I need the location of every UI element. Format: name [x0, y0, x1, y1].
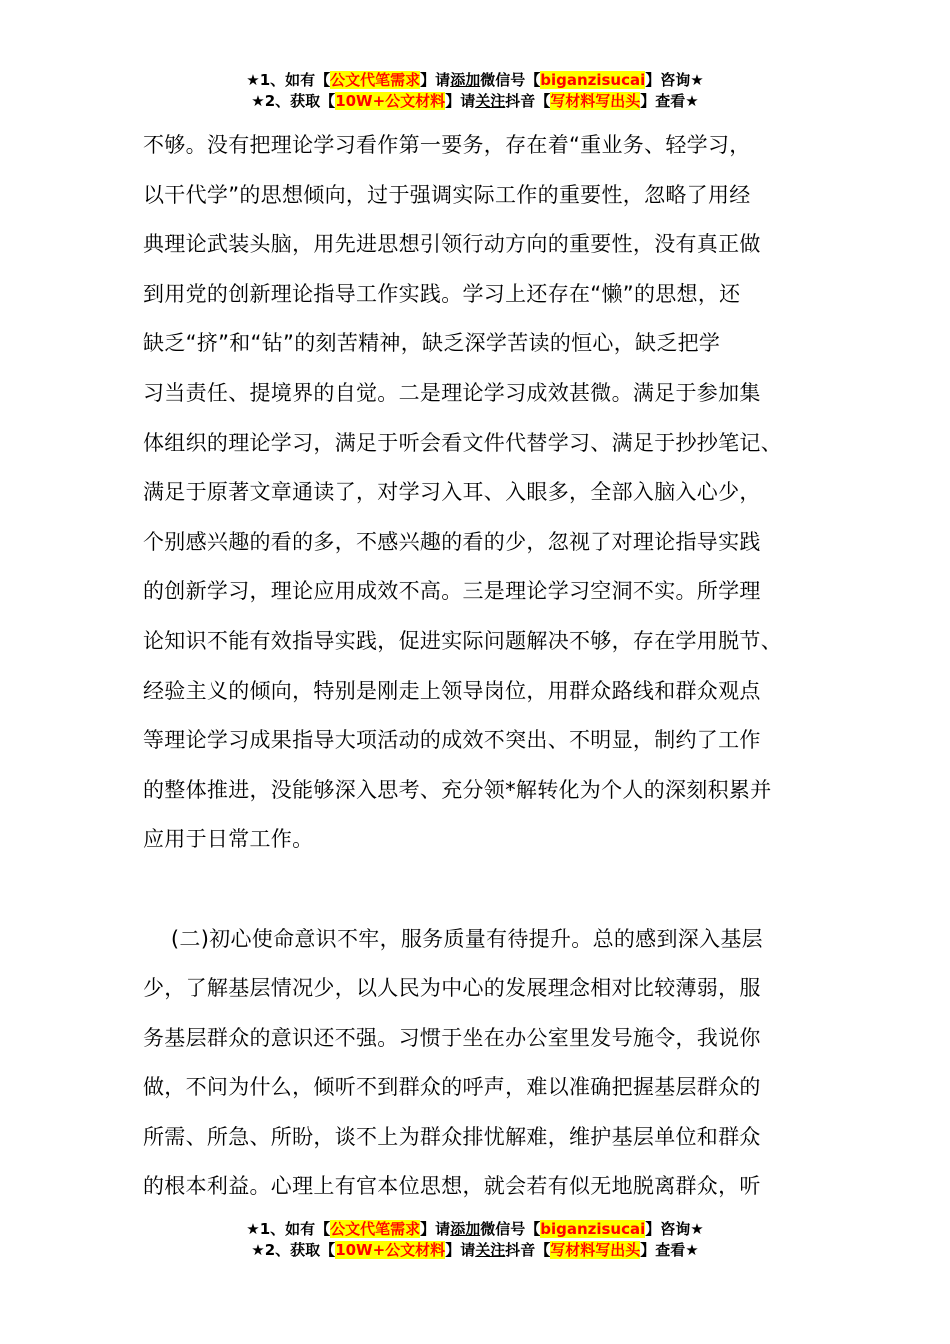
text-line: 缺乏“挤”和“钻”的刻苦精神，缺乏深学苦读的恒心，缺乏把学: [143, 331, 721, 356]
text-line: 体组织的理论学习，满足于听会看文件代替学习、满足于抄抄笔记、: [143, 430, 782, 455]
text-line: 的整体推进，没能够深入思考、充分领*解转化为个人的深刻积累并: [143, 777, 772, 802]
text-line: 不够。没有把理论学习看作第一要务，存在着“重业务、轻学习，: [143, 133, 751, 157]
douyin-account: 写材料写出头: [550, 1241, 641, 1259]
text-line: 少，了解基层情况少，以人民为中心的发展理念相对比较薄弱，服: [143, 976, 761, 1001]
promo-line-2: ★2、获取【10W+公文材料】请关注抖音【写材料写出头】查看★: [251, 92, 699, 110]
text-line: 满足于原著文章通读了，对学习入耳、入眼多，全部入脑入心少，: [143, 480, 761, 505]
text-line: 应用于日常工作。: [143, 827, 314, 852]
text-line: 所需、所急、所盼，谈不上为群众排忧解难，维护基层单位和群众: [143, 1124, 761, 1149]
promo-line-1: ★1、如有【公文代笔需求】请添加微信号【biganzisucai】咨询★: [246, 1220, 704, 1238]
text-line: 经验主义的倾向，特别是刚走上领导岗位，用群众路线和群众观点: [143, 678, 761, 703]
paragraph-1: [143, 121, 833, 865]
text-line: 等理论学习成果指导大项活动的成效不突出、不明显，制约了工作: [143, 728, 761, 753]
promo-highlight: 公文代笔需求: [330, 1220, 421, 1238]
wechat-id: biganzisucai: [540, 1220, 646, 1238]
promo-line-1: ★1、如有【公文代笔需求】请添加微信号【biganzisucai】咨询★: [246, 71, 704, 89]
top-promo-banner: [0, 70, 950, 112]
paragraph-gap: [143, 865, 833, 915]
text-line: 的创新学习，理论应用成效不高。三是理论学习空洞不实。所学理: [143, 579, 761, 604]
bottom-promo-banner: [0, 1219, 950, 1261]
paragraph-2: [143, 915, 833, 1213]
promo-highlight: 10W+公文材料: [335, 1241, 446, 1259]
text-line: 论知识不能有效指导实践，促进实际问题解决不够，存在学用脱节、: [143, 628, 782, 653]
promo-highlight: 10W+公文材料: [335, 92, 446, 110]
text-line: (二)初心使命意识不牢，服务质量有待提升。总的感到深入基层: [143, 926, 763, 951]
text-line: 个别感兴趣的看的多，不感兴趣的看的少，忽视了对理论指导实践: [143, 529, 761, 554]
text-line: 做，不问为什么，倾听不到群众的呼声，难以准确把握基层群众的: [143, 1075, 761, 1100]
text-line: 到用党的创新理论指导工作实践。学习上还存在“懒”的思想，还: [143, 281, 741, 306]
text-line: 习当责任、提境界的自觉。二是理论学习成效甚微。满足于参加集: [143, 380, 761, 405]
text-line: 务基层群众的意识还不强。习惯于坐在办公室里发号施令，我说你: [143, 1025, 761, 1050]
wechat-id: biganzisucai: [540, 71, 646, 89]
text-line: 以干代学”的思想倾向，过于强调实际工作的重要性，忽略了用经: [143, 182, 751, 207]
text-line: 典理论武装头脑，用先进思想引领行动方向的重要性，没有真正做: [143, 232, 761, 257]
text-line: 的根本利益。心理上有官本位思想，就会若有似无地脱离群众，听: [143, 1174, 761, 1199]
promo-line-2: ★2、获取【10W+公文材料】请关注抖音【写材料写出头】查看★: [251, 1241, 699, 1259]
promo-highlight: 公文代笔需求: [330, 71, 421, 89]
document-body: [143, 121, 833, 1212]
douyin-account: 写材料写出头: [550, 92, 641, 110]
